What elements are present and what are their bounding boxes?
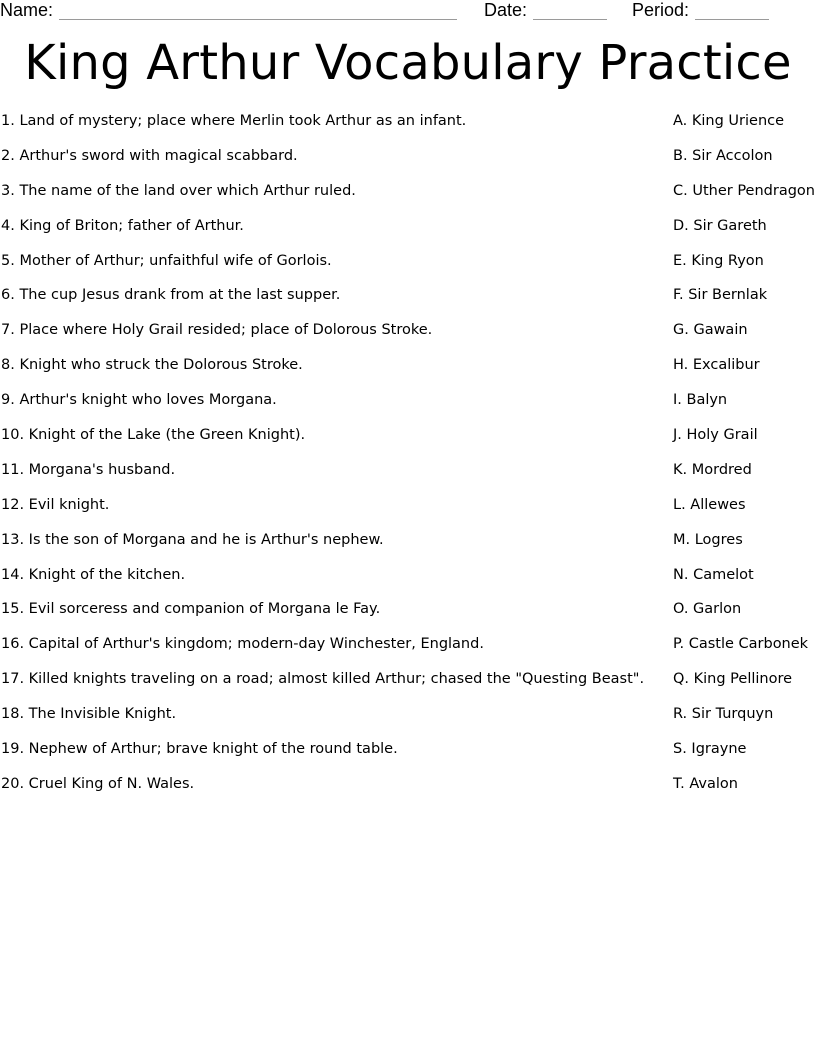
matching-row — [0, 104, 816, 139]
answer-option: A. King Urience — [673, 113, 785, 129]
clue-text: 13. Is the son of Morgana and he is Arthur's nephew. — [1, 531, 384, 548]
clue-text: 9. Arthur's knight who loves Morgana. — [1, 392, 277, 409]
clue-text: 7. Place where Holy Grail resided; place of Dolorous Stroke. — [1, 322, 433, 339]
matching-row — [0, 209, 816, 244]
matching-row — [0, 627, 816, 662]
page-title: King Arthur Vocabulary Practice — [24, 35, 792, 91]
clue-text: 17. Killed knights traveling on a road; almost killed Arthur; chased the "Questing Beast". — [1, 671, 645, 688]
matching-row — [0, 523, 816, 558]
answer-option: B. Sir Accolon — [673, 147, 773, 164]
matching-row — [0, 732, 816, 767]
matching-row — [0, 697, 816, 732]
answer-option: H. Excalibur — [673, 357, 760, 374]
answer-option: R. Sir Turquyn — [673, 706, 774, 723]
answer-option: L. Allewes — [673, 496, 746, 513]
matching-row — [0, 313, 816, 348]
matching-row — [0, 139, 816, 174]
clue-text: 11. Morgana's husband. — [1, 461, 176, 478]
answer-option: N. Camelot — [673, 566, 754, 583]
clue-text: 15. Evil sorceress and companion of Morgana le Fay. — [1, 601, 381, 618]
answer-option: O. Garlon — [673, 601, 742, 618]
answer-option: P. Castle Carbonek — [673, 636, 809, 653]
answer-option: Q. King Pellinore — [673, 671, 793, 688]
answer-option: C. Uther Pendragon — [673, 182, 815, 199]
answer-option: G. Gawain — [673, 322, 748, 339]
name-blank-line[interactable] — [59, 3, 457, 20]
name-field[interactable] — [0, 0, 457, 20]
matching-row — [0, 348, 816, 383]
clue-text: 4. King of Briton; father of Arthur. — [1, 217, 244, 234]
clue-text: 10. Knight of the Lake (the Green Knight). — [1, 427, 306, 444]
answer-option: I. Balyn — [673, 392, 728, 409]
date-label: Date: — [484, 0, 528, 20]
clue-text: 14. Knight of the kitchen. — [1, 566, 186, 583]
answer-option: M. Logres — [673, 531, 743, 548]
clue-text: 20. Cruel King of N. Wales. — [1, 775, 195, 792]
answer-option: F. Sir Bernlak — [673, 287, 768, 304]
clue-text: 5. Mother of Arthur; unfaithful wife of Gorlois. — [1, 252, 332, 269]
matching-row — [0, 278, 816, 313]
date-blank-line[interactable] — [533, 3, 607, 20]
period-blank-line[interactable] — [695, 3, 769, 20]
matching-row — [0, 592, 816, 627]
matching-row — [0, 453, 816, 488]
clue-text: 2. Arthur's sword with magical scabbard. — [1, 147, 298, 164]
matching-row — [0, 662, 816, 697]
matching-row — [0, 418, 816, 453]
clue-text: 12. Evil knight. — [1, 496, 110, 513]
clue-text: 8. Knight who struck the Dolorous Stroke. — [1, 357, 303, 374]
matching-row — [0, 488, 816, 523]
answer-option: T. Avalon — [673, 775, 738, 792]
answer-option: J. Holy Grail — [673, 427, 758, 444]
name-label: Name: — [0, 0, 54, 20]
matching-row — [0, 174, 816, 209]
clue-text: 6. The cup Jesus drank from at the last supper. — [1, 287, 341, 304]
matching-row — [0, 558, 816, 593]
clue-text: 19. Nephew of Arthur; brave knight of the round table. — [1, 741, 398, 758]
date-field[interactable] — [484, 0, 607, 20]
answer-option: S. Igrayne — [673, 741, 747, 758]
matching-row — [0, 383, 816, 418]
clue-text: 3. The name of the land over which Arthur ruled. — [1, 182, 356, 199]
clue-text: 18. The Invisible Knight. — [1, 706, 177, 723]
answer-option: D. Sir Gareth — [673, 217, 767, 234]
worksheet-header — [0, 0, 816, 22]
clue-text: 1. Land of mystery; place where Merlin took Arthur as an infant. — [1, 113, 467, 129]
clue-text: 16. Capital of Arthur's kingdom; modern-day Winchester, England. — [1, 636, 484, 653]
period-field[interactable] — [632, 0, 769, 20]
matching-list — [0, 104, 816, 802]
answer-option: K. Mordred — [673, 461, 752, 478]
answer-option: E. King Ryon — [673, 252, 764, 269]
period-label: Period: — [632, 0, 690, 20]
matching-row — [0, 767, 816, 802]
matching-row — [0, 244, 816, 279]
